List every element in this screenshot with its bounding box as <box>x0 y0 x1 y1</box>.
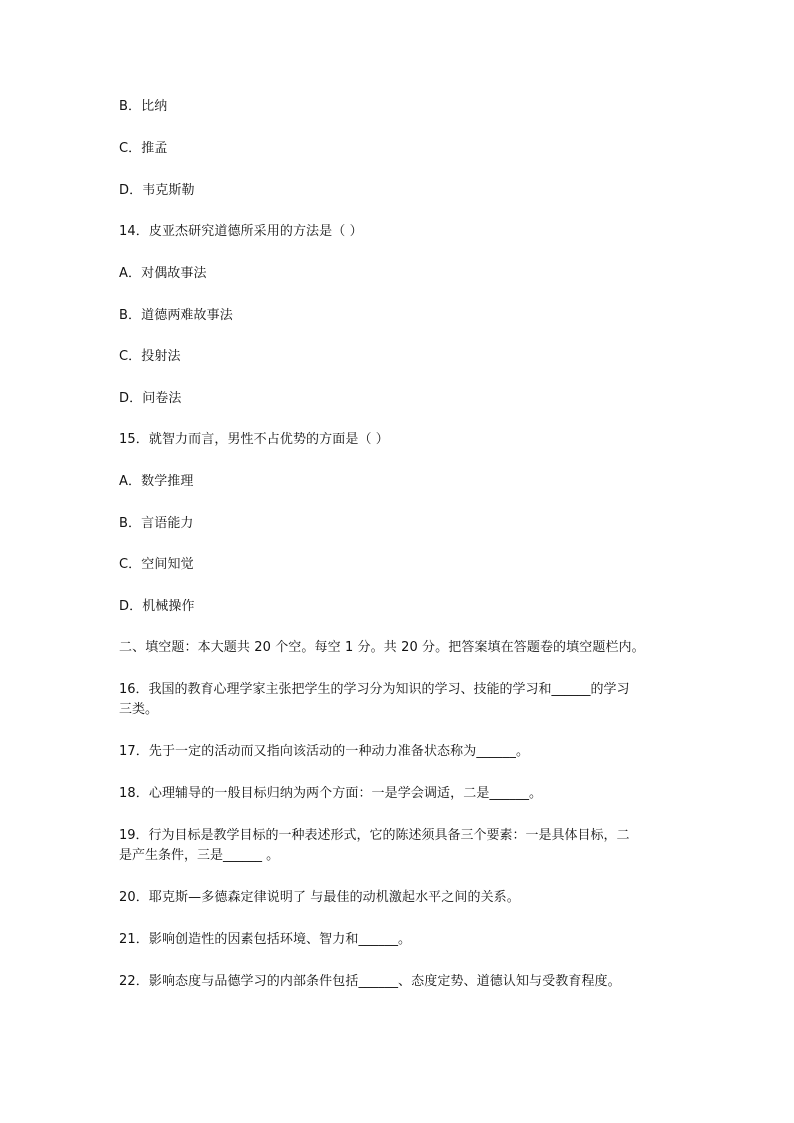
question-21: 21．影响创造性的因素包括环境、智力和______。 <box>119 932 412 947</box>
question-19-line-2: 是产生条件，三是______ 。 <box>119 848 280 863</box>
section-heading-fill-in: 二、填空题：本大题共 20 个空。每空 1 分。共 20 分。把答案填在答题卷的填空题栏内。 <box>119 640 645 655</box>
q14-option-d: D．问卷法 <box>119 391 182 406</box>
q15-option-a: A．数学推理 <box>119 474 194 489</box>
question-19-line-1: 19．行为目标是教学目标的一种表述形式，它的陈述须具备三个要素：一是具体目标，二 <box>119 828 630 843</box>
q14-option-a: A．对偶故事法 <box>119 266 207 281</box>
question-18: 18．心理辅导的一般目标归纳为两个方面：一是学会调适，二是______。 <box>119 786 543 801</box>
option-c-terman: C．推孟 <box>119 141 168 156</box>
option-d-wechsler: D．韦克斯勒 <box>119 183 195 198</box>
question-20: 20．耶克斯—多德森定律说明了 与最佳的动机激起水平之间的关系。 <box>119 890 520 905</box>
question-16-line-2: 三类。 <box>119 702 159 717</box>
question-16-line-1: 16．我国的教育心理学家主张把学生的学习分为知识的学习、技能的学习和______的学习 <box>119 682 630 697</box>
question-14: 14．皮亚杰研究道德所采用的方法是（ ） <box>119 224 363 239</box>
question-17: 17．先于一定的活动而又指向该活动的一种动力准备状态称为______。 <box>119 744 530 759</box>
question-22: 22．影响态度与品德学习的内部条件包括______、态度定势、道德认知与受教育程度。 <box>119 974 621 989</box>
option-b-binet: B．比纳 <box>119 99 168 114</box>
question-15: 15．就智力而言，男性不占优势的方面是（ ） <box>119 432 389 447</box>
q15-option-c: C．空间知觉 <box>119 557 194 572</box>
q14-option-c: C．投射法 <box>119 349 181 364</box>
question-16 <box>119 680 679 720</box>
q15-option-d: D．机械操作 <box>119 599 195 614</box>
question-19 <box>119 826 679 866</box>
q15-option-b: B．言语能力 <box>119 516 194 531</box>
q14-option-b: B．道德两难故事法 <box>119 308 233 323</box>
